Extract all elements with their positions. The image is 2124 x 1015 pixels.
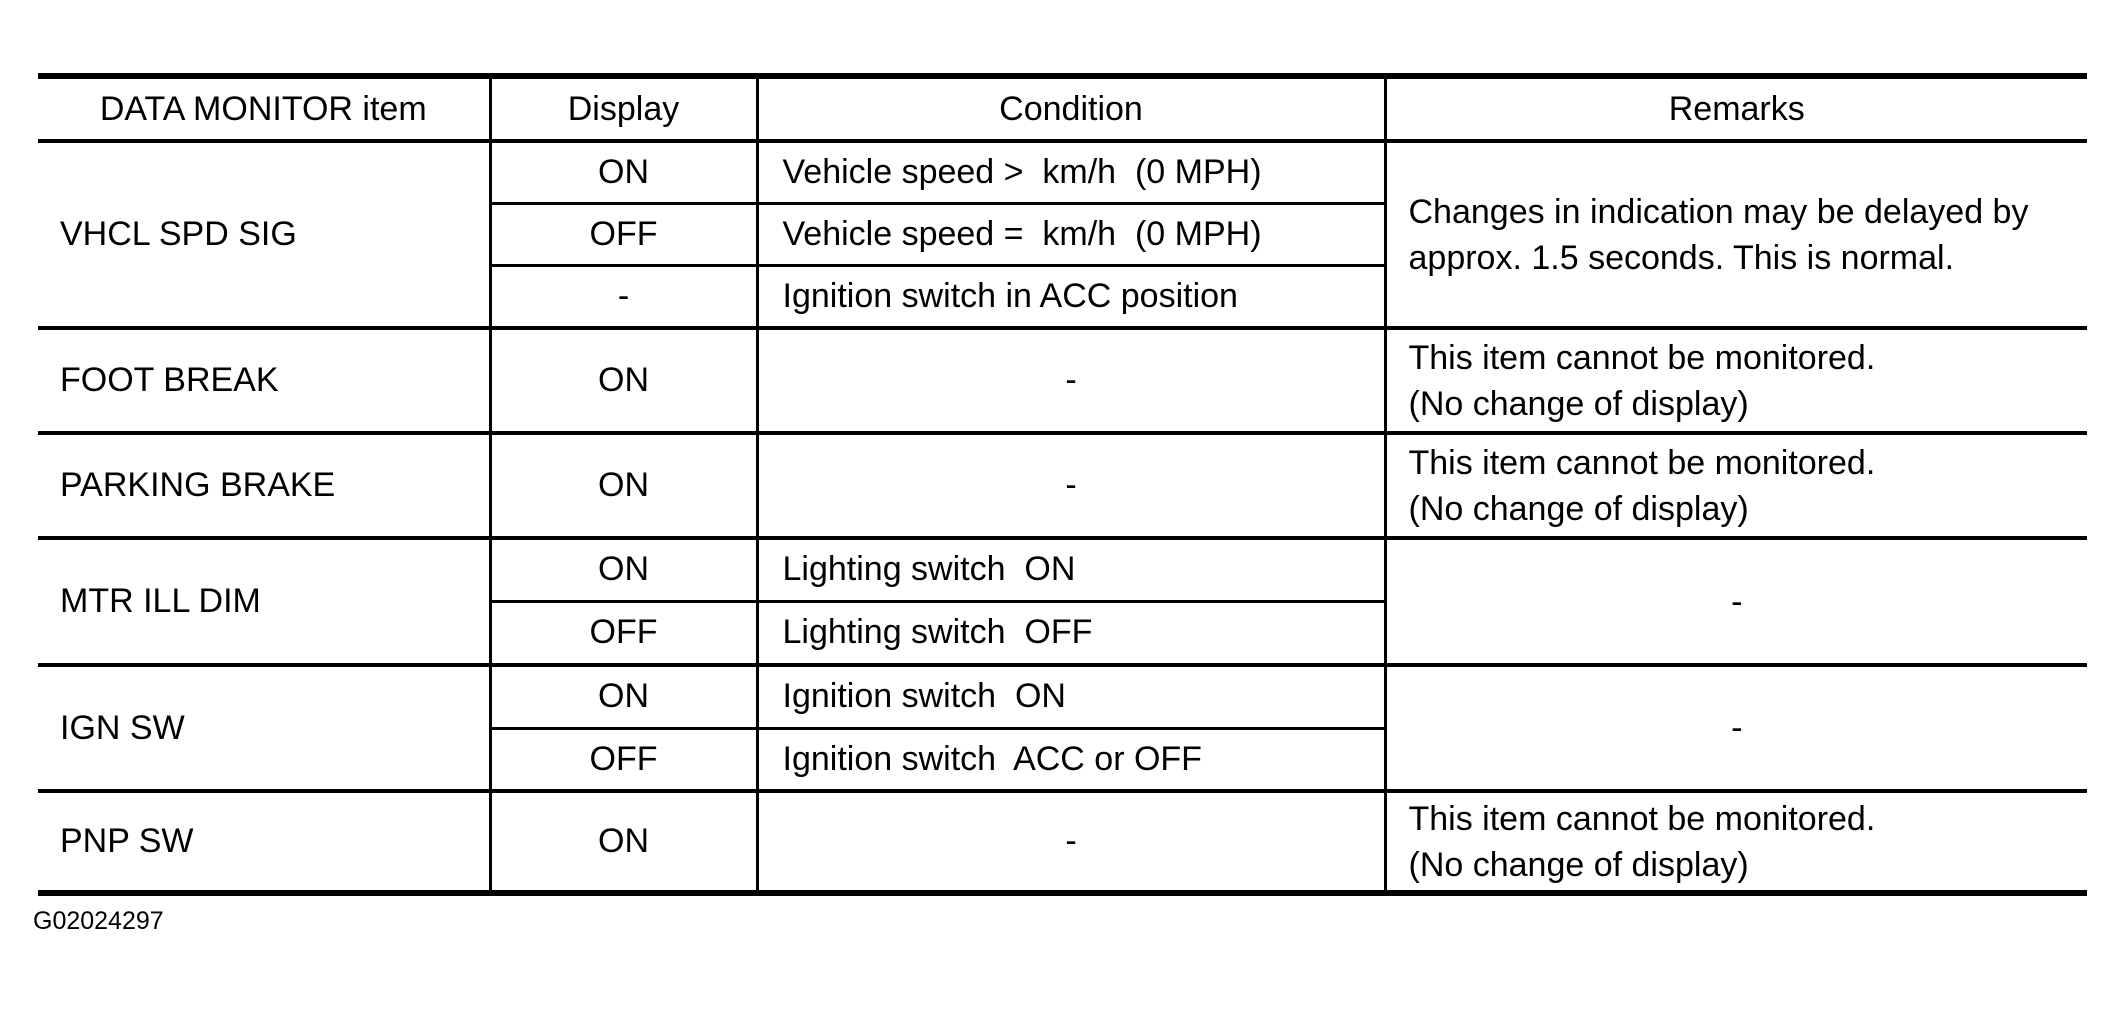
item-pnp-sw: PNP SW (38, 791, 490, 893)
display-value-cell: ON (490, 665, 757, 728)
remarks-line: This item cannot be monitored. (1408, 338, 1876, 377)
item-foot-break: FOOT BREAK (38, 328, 490, 433)
display-value-cell: ON (490, 328, 757, 433)
condition-cell: - (757, 791, 1385, 893)
condition-cell: Ignition switch ON (757, 665, 1385, 728)
row-foot-break (38, 328, 2087, 433)
header-data-monitor-item: DATA MONITOR item (38, 76, 490, 141)
remarks-vhcl-spd-sig (1385, 141, 2087, 328)
header-display: Display (490, 76, 757, 141)
condition-cell: Vehicle speed > km/h (0 MPH) (757, 141, 1385, 203)
remarks-mtr-ill-dim (1385, 538, 2087, 665)
remarks-ign-sw (1385, 665, 2087, 791)
remarks-foot-break (1385, 328, 2087, 433)
display-value-cell: ON (490, 538, 757, 601)
display-value-cell: OFF (490, 601, 757, 665)
remarks-parking-brake (1385, 433, 2087, 538)
data-monitor-table (38, 73, 2087, 896)
remarks-line: (No change of display) (1408, 489, 1749, 528)
remarks-line: - (1731, 582, 1743, 621)
remarks-pnp-sw (1385, 791, 2087, 893)
condition-cell: Lighting switch ON (757, 538, 1385, 601)
display-value-cell: OFF (490, 728, 757, 791)
header-row (38, 76, 2087, 141)
figure-id: G02024297 (33, 907, 164, 935)
display-value-cell: ON (490, 141, 757, 203)
remarks-line: Changes in indication may be delayed by (1408, 192, 2029, 231)
remarks-line: This item cannot be monitored. (1408, 799, 1876, 838)
display-value-cell: ON (490, 791, 757, 893)
row-vhcl-spd-sig-on (38, 141, 2087, 203)
display-value-cell: OFF (490, 203, 757, 265)
item-vhcl-spd-sig: VHCL SPD SIG (38, 141, 490, 328)
remarks-line: This item cannot be monitored. (1408, 443, 1876, 482)
remarks-line: (No change of display) (1408, 384, 1749, 423)
row-pnp-sw (38, 791, 2087, 893)
display-value-cell: - (490, 265, 757, 328)
remarks-line: - (1731, 709, 1743, 747)
condition-cell: - (757, 328, 1385, 433)
condition-cell: Lighting switch OFF (757, 601, 1385, 665)
item-mtr-ill-dim: MTR ILL DIM (38, 538, 490, 665)
header-condition: Condition (757, 76, 1385, 141)
remarks-line: approx. 1.5 seconds. This is normal. (1408, 238, 1955, 277)
condition-cell: Ignition switch ACC or OFF (757, 728, 1385, 791)
condition-cell: Vehicle speed = km/h (0 MPH) (757, 203, 1385, 265)
row-parking-brake (38, 433, 2087, 538)
condition-cell: - (757, 433, 1385, 538)
item-ign-sw: IGN SW (38, 665, 490, 791)
display-value-cell: ON (490, 433, 757, 538)
remarks-line: (No change of display) (1408, 845, 1749, 884)
condition-cell: Ignition switch in ACC position (757, 265, 1385, 328)
row-ign-sw-on (38, 665, 2087, 728)
data-monitor-table-wrap (38, 73, 2087, 896)
header-remarks: Remarks (1385, 76, 2087, 141)
row-mtr-ill-dim-on (38, 538, 2087, 601)
item-parking-brake: PARKING BRAKE (38, 433, 490, 538)
